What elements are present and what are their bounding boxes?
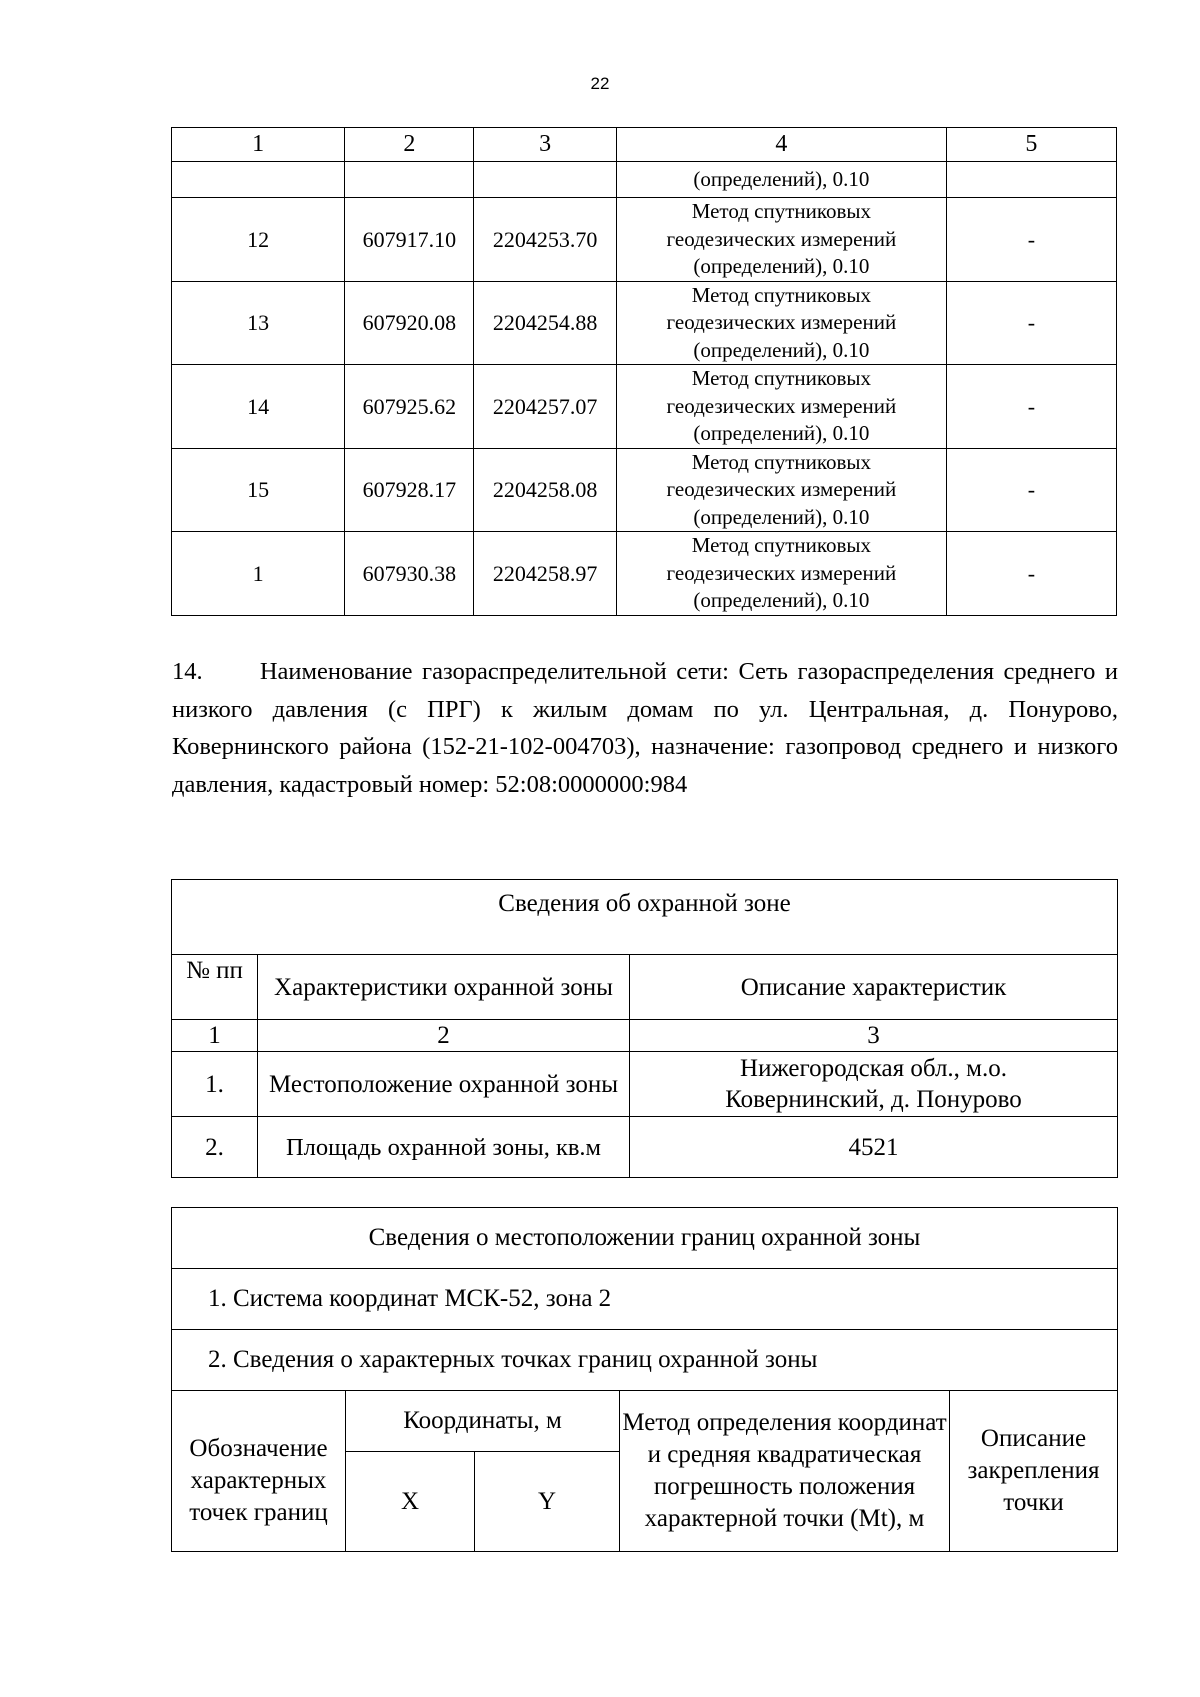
characteristic-name: Площадь охранной зоны, кв.м <box>258 1117 630 1178</box>
y-coordinate: 2204254.88 <box>474 281 617 365</box>
column-header: Метод определения координат и средняя квадратическая погрешность положения характерной точки (Mt), м <box>620 1391 950 1552</box>
column-number: 4 <box>616 128 946 162</box>
point-description: - <box>946 281 1116 365</box>
point-description: - <box>946 448 1116 532</box>
column-number: 3 <box>630 1020 1118 1052</box>
column-number: 3 <box>474 128 617 162</box>
table-row <box>172 448 1117 532</box>
y-coordinate: 2204257.07 <box>474 365 617 449</box>
table-row <box>172 1117 1118 1178</box>
column-header: Координаты, м <box>346 1391 620 1452</box>
method-cell: Метод спутниковых геодезических измерений (определений), 0.10 <box>616 448 946 532</box>
column-header: Обозначение характерных точек границ <box>172 1391 346 1552</box>
method-cell: (определений), 0.10 <box>616 162 946 198</box>
column-number: 2 <box>258 1020 630 1052</box>
point-number: 13 <box>172 281 345 365</box>
y-coordinate: 2204253.70 <box>474 198 617 282</box>
x-coordinate: 607920.08 <box>345 281 474 365</box>
point-number: 1 <box>172 532 345 616</box>
y-coordinate: 2204258.08 <box>474 448 617 532</box>
continuation-row <box>172 162 1117 198</box>
points-info-line: 2. Сведения о характерных точках границ охранной зоны <box>172 1330 1118 1391</box>
point-number: 14 <box>172 365 345 449</box>
column-number: 2 <box>345 128 474 162</box>
column-header: Характеристики охранной зоны <box>258 955 630 1020</box>
coordinates-table-continued <box>171 127 1117 616</box>
protection-zone-info-table <box>171 879 1118 1178</box>
column-number: 1 <box>172 128 345 162</box>
network-description-paragraph: 14. Наименование газораспределительной сети: Сеть газораспределения среднего и низкого давления (с ПРГ) к жилым домам по ул. Центральная, д. Понурово, Ковернинского района (152-21-102-004703), назначение: газопровод среднего и низкого давления, кадастровый номер: 52:08:0000000:984 <box>172 658 1118 798</box>
table-row <box>172 365 1117 449</box>
page-number: 22 <box>590 74 610 93</box>
x-coordinate: 607925.62 <box>345 365 474 449</box>
table-title: Сведения об охранной зоне <box>172 880 1118 955</box>
point-number: 15 <box>172 448 345 532</box>
column-number: 5 <box>946 128 1116 162</box>
boundary-location-table <box>171 1207 1118 1552</box>
x-coordinate: 607930.38 <box>345 532 474 616</box>
characteristic-value: 4521 <box>630 1117 1118 1178</box>
point-description: - <box>946 532 1116 616</box>
column-number: 1 <box>172 1020 258 1052</box>
method-cell: Метод спутниковых геодезических измерений (определений), 0.10 <box>616 281 946 365</box>
table-row <box>172 1052 1118 1117</box>
y-coordinate: 2204258.97 <box>474 532 617 616</box>
coordinate-system-line: 1. Система координат МСК-52, зона 2 <box>172 1269 1118 1330</box>
row-number: 2. <box>172 1117 258 1178</box>
column-header-y: Y <box>475 1452 620 1552</box>
row-number: 1. <box>172 1052 258 1117</box>
characteristic-name: Местоположение охранной зоны <box>258 1052 630 1117</box>
column-header: Описание закрепления точки <box>950 1391 1118 1552</box>
column-header: № пп <box>172 955 258 1020</box>
column-numbers-row <box>172 128 1117 162</box>
characteristic-value: Нижегородская обл., м.о. Ковернинский, д. Понурово <box>630 1052 1118 1117</box>
point-number: 12 <box>172 198 345 282</box>
table-title: Сведения о местоположении границ охранной зоны <box>172 1208 1118 1269</box>
method-cell: Метод спутниковых геодезических измерений (определений), 0.10 <box>616 198 946 282</box>
point-description: - <box>946 365 1116 449</box>
table-row <box>172 532 1117 616</box>
column-header: Описание характеристик <box>630 955 1118 1020</box>
method-cell: Метод спутниковых геодезических измерений (определений), 0.10 <box>616 365 946 449</box>
column-header-x: X <box>346 1452 475 1552</box>
x-coordinate: 607917.10 <box>345 198 474 282</box>
method-cell: Метод спутниковых геодезических измерений (определений), 0.10 <box>616 532 946 616</box>
table-row <box>172 281 1117 365</box>
table-row <box>172 198 1117 282</box>
point-description: - <box>946 198 1116 282</box>
x-coordinate: 607928.17 <box>345 448 474 532</box>
